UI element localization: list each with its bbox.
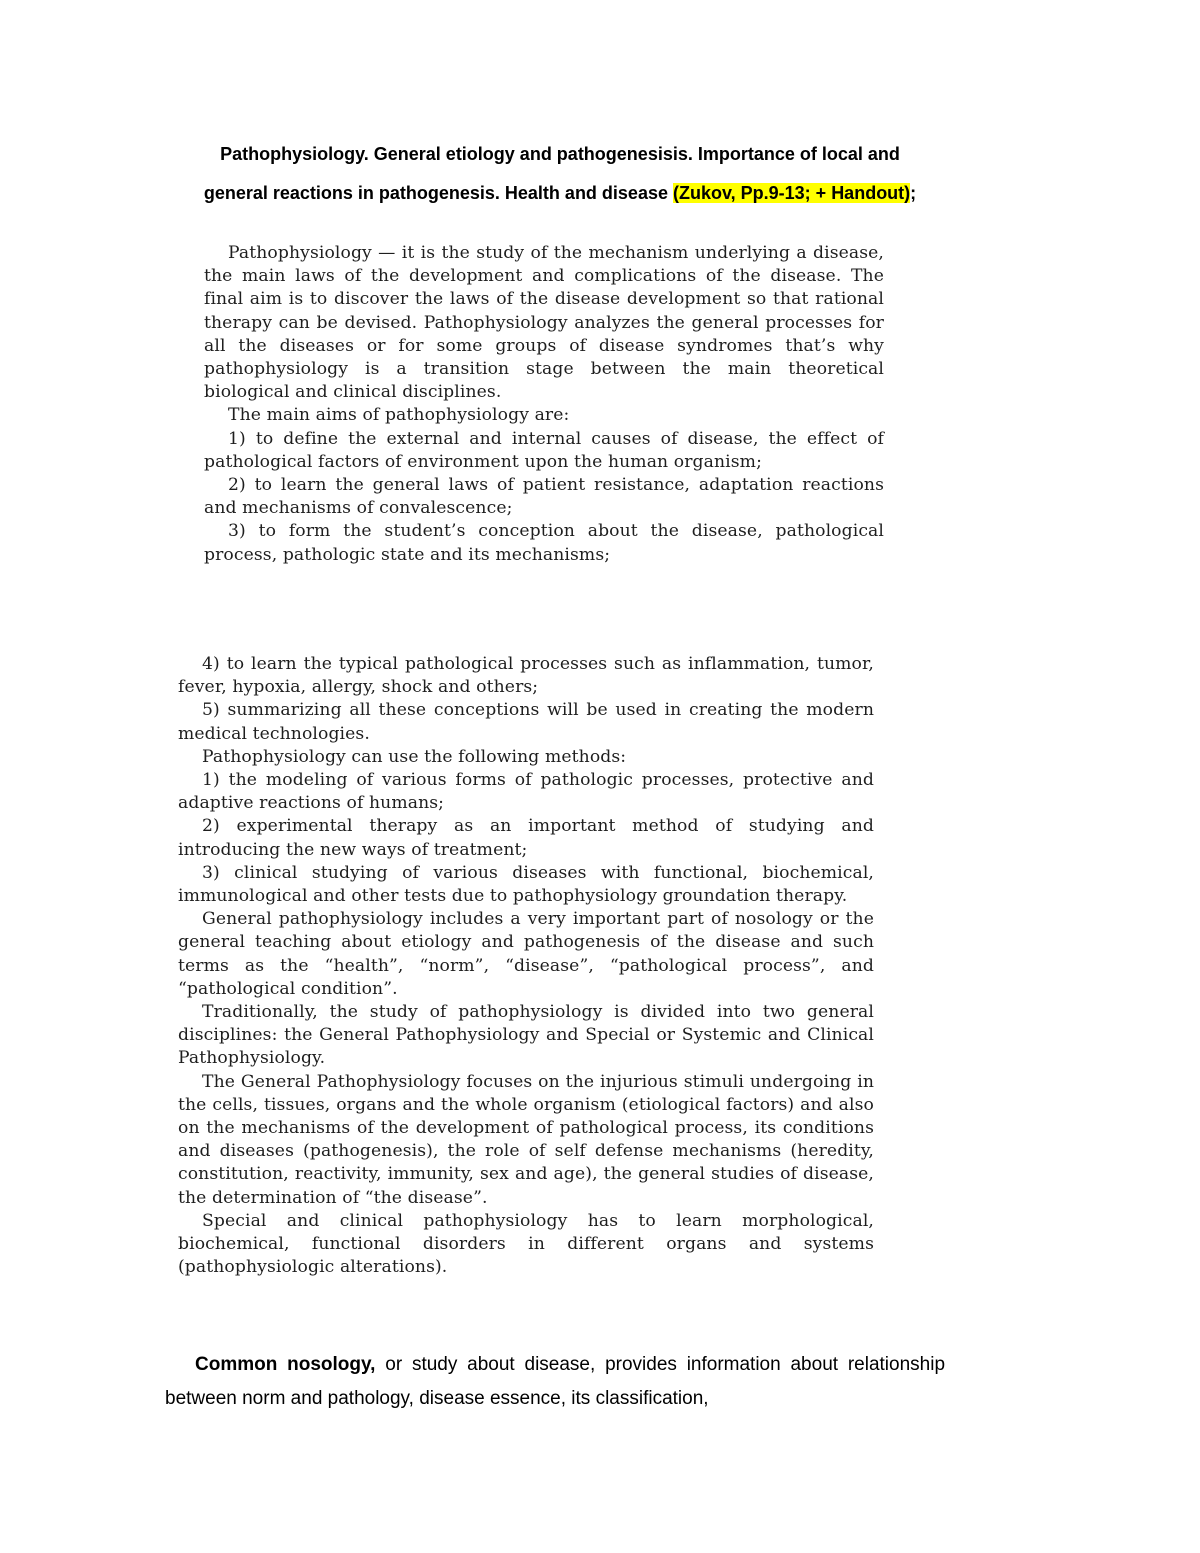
scanned-excerpt-2 (178, 653, 874, 1279)
title-line-2-suffix: ; (910, 183, 917, 203)
method-item-3: 3) clinical studying of various diseases with functional, biochemical, immunological and other tests due to pathophysiology groundation therapy. (178, 862, 874, 907)
common-nosology-paragraph (165, 1348, 945, 1416)
methods-heading: Pathophysiology can use the following methods: (202, 746, 627, 767)
aim-item-1: 1) to define the external and internal causes of disease, the effect of pathological factors of environment upon the human organism; (204, 428, 884, 472)
common-nosology-text: or study about disease, provides information about relationship between norm and pathology, disease essence, its classification, (165, 1354, 946, 1409)
special-pathophysiology-paragraph: Special and clinical pathophysiology has to learn morphological, biochemical, functional disorders in different organs and systems (pathophysiologic alterations). (178, 1210, 874, 1278)
title-line-2 (170, 183, 950, 204)
nosology-paragraph: General pathophysiology includes a very important part of nosology or the general teaching about etiology and pathogenesis of the disease and such terms as the “health”, “norm”, “disease”, “pathological process”, and “pathological condition”. (178, 909, 874, 999)
scanned-excerpt-1 (204, 242, 884, 567)
definition-paragraph: Pathophysiology — it is the study of the mechanism underlying a disease, the main laws of the development and complications of the disease. The final aim is to discover the laws of the disease development so that rational therapy can be devised. Pathophysiology analyzes the general processes for all the diseases or for some groups of disease syndromes that’s why pathophysiology is a transition stage between the main theoretical biological and clinical disciplines. (204, 243, 884, 403)
aim-item-2: 2) to learn the general laws of patient resistance, adaptation reactions and mechanisms of convalescence; (204, 475, 884, 519)
common-nosology-section (165, 1348, 945, 1416)
reference-highlight: (Zukov, Pp.9-13; + Handout) (672, 183, 911, 203)
disciplines-paragraph: Traditionally, the study of pathophysiology is divided into two general disciplines: the General Pathophysiology and Special or Systemic and Clinical Pathophysiology. (178, 1002, 874, 1069)
aim-item-4: 4) to learn the typical pathological processes such as inflammation, tumor, fever, hypoxia, allergy, shock and others; (178, 654, 874, 698)
general-pathophysiology-paragraph: The General Pathophysiology focuses on the injurious stimuli undergoing in the cells, tissues, organs and the whole organism (etiological factors) and also on the mechanisms of the development of pathological process, its conditions and diseases (pathogenesis), the role of self defense mechanisms (heredity, constitution, reactivity, immunity, sex and age), the general studies of disease, the determination of “the disease”. (178, 1071, 874, 1208)
method-item-1: 1) the modeling of various forms of pathologic processes, protective and adaptive reactions of humans; (178, 770, 874, 814)
title-line-2-text: general reactions in pathogenesis. Health and disease (203, 183, 673, 203)
aim-item-5: 5) summarizing all these conceptions will be used in creating the modern medical technologies. (178, 700, 874, 744)
aims-heading: The main aims of pathophysiology are: (228, 405, 570, 426)
title-line-1 (170, 144, 950, 165)
common-nosology-term: Common nosology, (195, 1354, 376, 1375)
title-line-1-text: Pathophysiology. General etiology and pathogenesisis. Importance of local and (220, 144, 900, 164)
method-item-2: 2) experimental therapy as an important method of studying and introducing the new ways of treatment; (178, 816, 874, 860)
aim-item-3: 3) to form the student’s conception about the disease, pathological process, pathologic state and its mechanisms; (204, 521, 884, 565)
